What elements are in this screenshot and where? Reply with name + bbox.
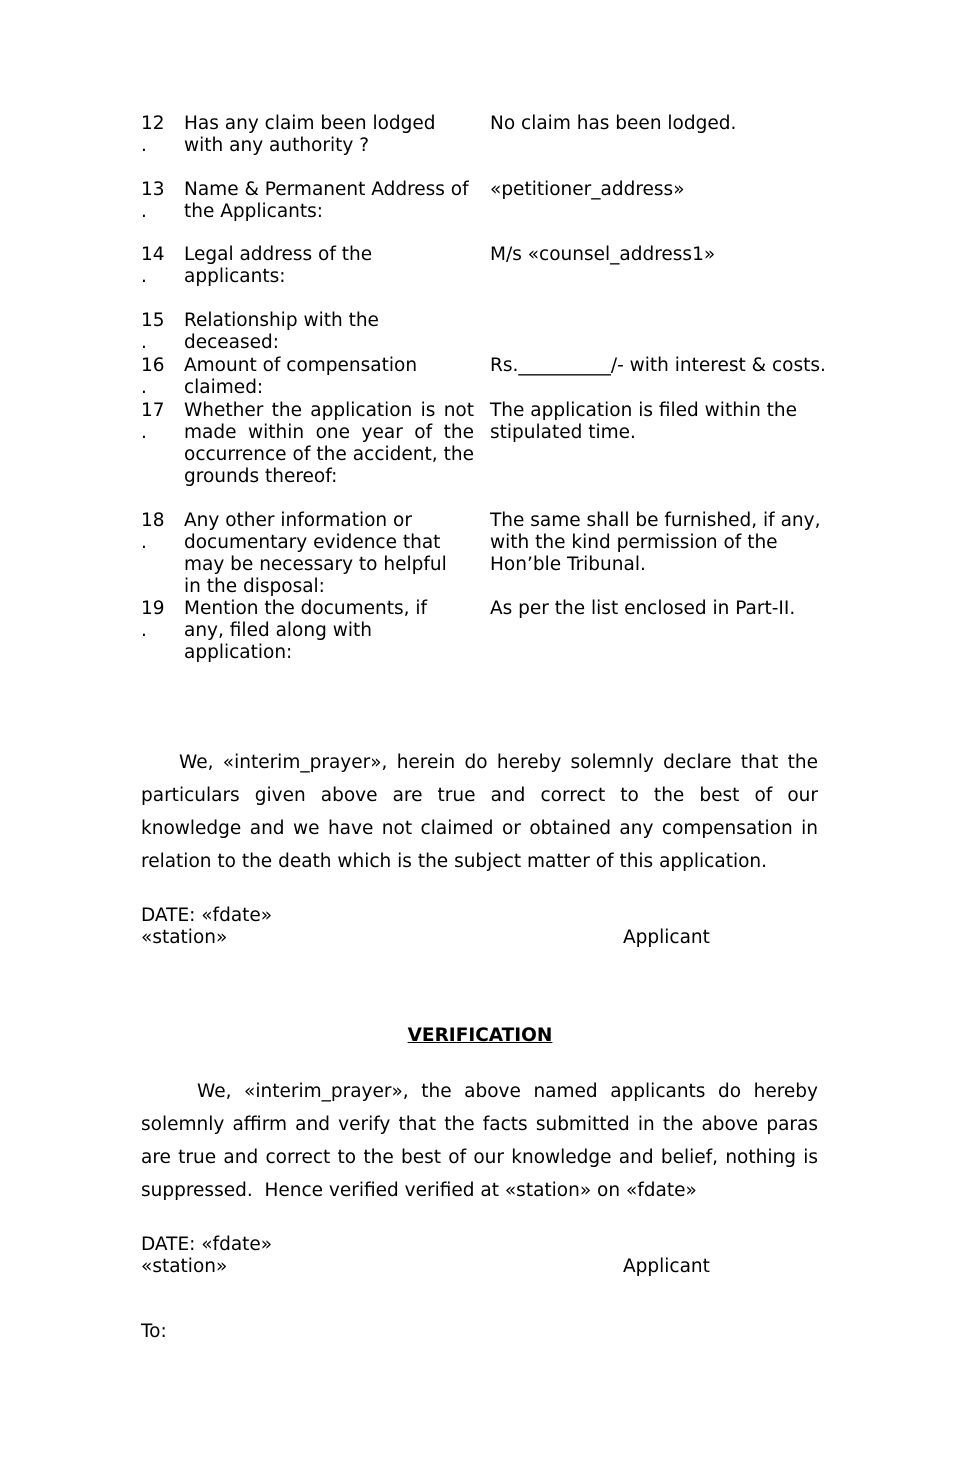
item-question: Has any claim been lodged with any authority ? xyxy=(184,113,436,156)
item-question: Whether the application is not made within one year of the occurrence of the accident, the grounds thereof: xyxy=(184,400,474,487)
verification-line: suppressed. Hence verified verified at «station» on «fdate» xyxy=(141,1180,697,1201)
date-line: DATE: «fdate» xyxy=(141,1234,273,1255)
item-answer: M/s «counsel_address1» xyxy=(490,244,716,265)
declaration-line: knowledge and we have not claimed or obtained any compensation in xyxy=(141,818,818,839)
item-answer: No claim has been lodged. xyxy=(490,113,737,134)
item-number: 15 . xyxy=(141,310,165,353)
item-answer: The same shall be furnished, if any, with the kind permission of the Hon’ble Tribunal. xyxy=(490,510,827,575)
declaration-line: relation to the death which is the subject matter of this application. xyxy=(141,851,768,872)
item-number: 17 . xyxy=(141,400,165,443)
item-number: 19 . xyxy=(141,598,165,641)
verification-line: We, «interim_prayer», the above named applicants do hereby xyxy=(197,1081,818,1102)
item-question: Any other information or documentary evidence that may be necessary to helpful in the disposal: xyxy=(184,510,447,597)
item-question: Name & Permanent Address of the Applicants: xyxy=(184,179,469,222)
declaration-date-block xyxy=(141,905,541,949)
item-number: 12 . xyxy=(141,113,165,156)
item-question: Mention the documents, if any, filed along with application: xyxy=(184,598,428,663)
item-question: Amount of compensation claimed: xyxy=(184,355,418,398)
applicant-signature-label: Applicant xyxy=(623,927,710,948)
item-number: 16 . xyxy=(141,355,165,398)
verification-heading: VERIFICATION xyxy=(407,1025,553,1046)
item-question: Legal address of the applicants: xyxy=(184,244,373,287)
item-answer: «petitioner_address» xyxy=(490,179,685,200)
date-line: DATE: «fdate» xyxy=(141,905,273,926)
verification-paragraph xyxy=(141,1075,818,1207)
station-line: «station» xyxy=(141,927,228,948)
verification-line: are true and correct to the best of our knowledge and belief, nothing is xyxy=(141,1147,818,1168)
item-question: Relationship with the deceased: xyxy=(184,310,379,353)
item-answer: The application is filed within the stipulated time. xyxy=(490,400,803,443)
applicant-signature-label: Applicant xyxy=(623,1256,710,1277)
verification-date-block xyxy=(141,1234,541,1278)
item-answer: As per the list enclosed in Part-II. xyxy=(490,598,796,619)
item-answer: Rs.__________/- with interest & costs. xyxy=(490,355,826,376)
declaration-paragraph xyxy=(141,746,818,878)
item-number: 13 . xyxy=(141,179,165,222)
verification-line: solemnly affirm and verify that the facts submitted in the above paras xyxy=(141,1114,818,1135)
to-label: To: xyxy=(141,1321,167,1342)
declaration-line: We, «interim_prayer», herein do hereby solemnly declare that the xyxy=(179,752,818,773)
item-number: 14 . xyxy=(141,244,165,287)
item-number: 18 . xyxy=(141,510,165,553)
station-line: «station» xyxy=(141,1256,228,1277)
declaration-line: particulars given above are true and correct to the best of our xyxy=(141,785,818,806)
